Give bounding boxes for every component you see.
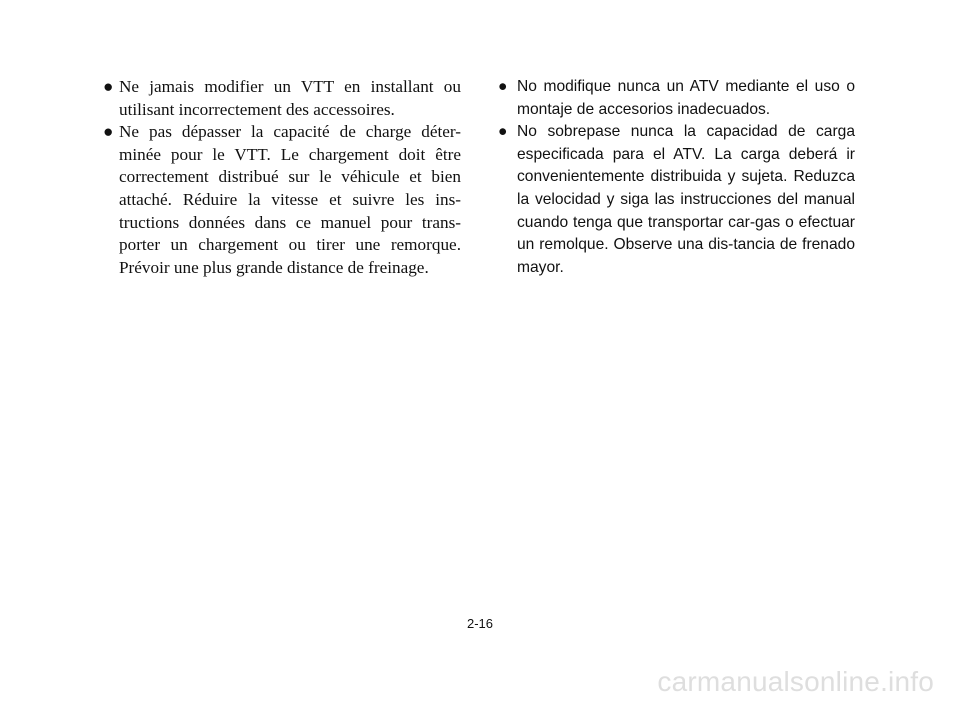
watermark: carmanualsonline.info [657,666,934,697]
list-item [498,76,855,121]
bullet-icon: ● [498,123,508,141]
bullet-icon: ● [498,78,508,95]
bullet-icon: ● [103,77,114,96]
french-column [103,76,461,279]
list-item-text: No modifique nunca un ATV mediante el uso o montaje de accesorios inadecuados. [517,78,855,118]
list-item-text: Ne jamais modifier un VTT en installant ou utilisant incorrectement des accessoires. [119,77,461,119]
bullet-icon: ● [103,122,114,142]
list-item [103,121,461,279]
list-item-text: Ne pas dépasser la capacité de charge déter-minée pour le VTT. Le chargement doit être correctement distribué sur le véhicule et bien attaché. Réduire la vitesse et suivre les ins-tructions données dans ce manuel pour trans-porter un chargement ou tirer une remorque. Prévoir une plus grande distance de freinage. [119,122,461,277]
spanish-column [498,76,855,279]
list-item-text: No sobrepase nunca la capacidad de carga especificada para el ATV. La carga deberá ir convenientemente distribuida y sujeta. Reduzca la velocidad y siga las instrucciones del manual cuando tenga que transportar car-gas o efectuar un remolque. Observe una dis-tancia de frenado mayor. [517,123,855,276]
page-number: 2-16 [466,616,494,631]
list-item [498,121,855,279]
list-item [103,76,461,121]
